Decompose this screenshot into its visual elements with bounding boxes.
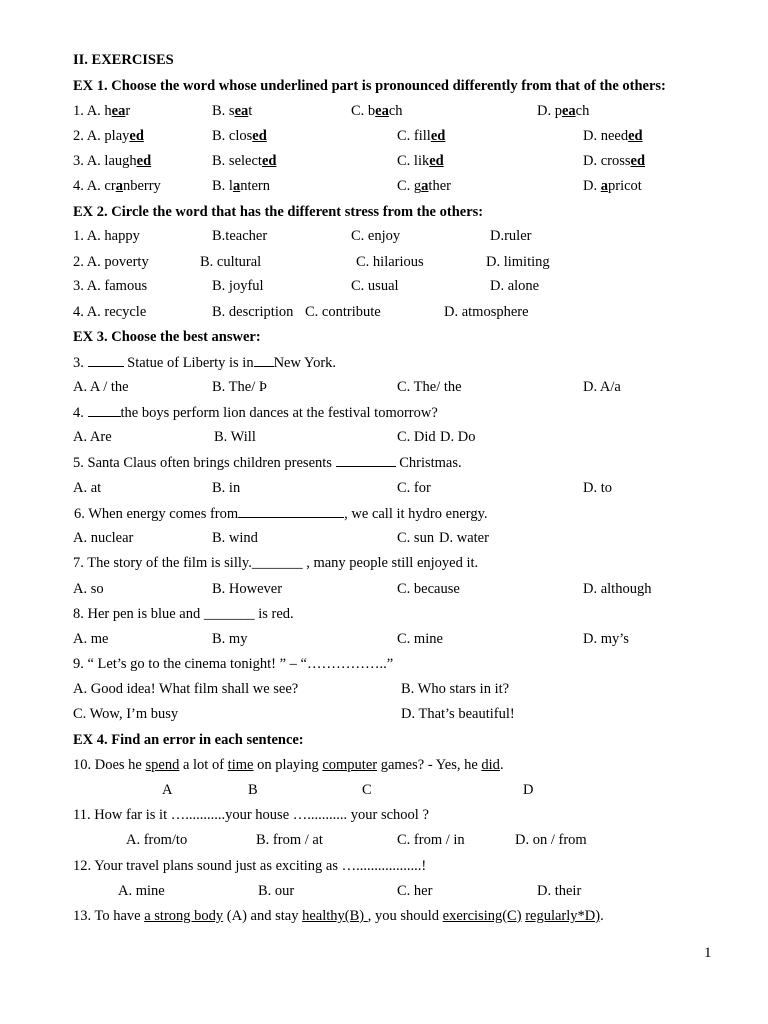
q10-underlined-c: computer: [322, 757, 378, 773]
option-text-suffix: t: [248, 103, 253, 119]
ex2-q1-option-b: B.teacher: [212, 228, 268, 244]
ex1-q1-option-d: [537, 101, 589, 121]
option-text-prefix: 2. A. play: [73, 128, 130, 144]
q3-text-1: Statue of Liberty is in: [123, 355, 254, 371]
option-underlined-part: ed: [129, 128, 144, 144]
q3-number: 3.: [73, 355, 88, 371]
option-text-suffix: ch: [388, 103, 403, 119]
question-9: 9. “ Let’s go to the cinema tonight! ” – “……………..”: [73, 656, 394, 672]
q3-text-2: New York.: [273, 355, 337, 371]
q13-text-3: , you should: [367, 908, 443, 924]
q5-option-c: C. for: [397, 480, 431, 496]
q12-option-c: C. her: [397, 883, 433, 899]
q10-text-5: .: [499, 757, 504, 773]
option-text-prefix: D. p: [537, 103, 562, 119]
q4-option-b: B. Will: [214, 429, 256, 445]
question-13: [73, 906, 604, 926]
q8-option-b: B. my: [212, 631, 248, 647]
option-text-prefix: C. lik: [397, 153, 430, 169]
q9-option-d: D. That’s beautiful!: [401, 706, 515, 722]
option-text-prefix: C. g: [397, 178, 422, 194]
q4-text: the boys perform lion dances at the festival tomorrow?: [120, 405, 438, 421]
q4-blank: [88, 402, 121, 417]
q7-option-c: C. because: [397, 581, 460, 597]
q5-option-a: A. at: [73, 480, 102, 496]
q5-blank: [336, 452, 396, 467]
question-4: [73, 402, 438, 422]
option-text-prefix: 1. A. h: [73, 103, 112, 119]
q9-option-c: C. Wow, I’m busy: [73, 706, 179, 722]
ex2-q3-option-a: 3. A. famous: [73, 278, 148, 294]
q12-option-a: A. mine: [118, 883, 165, 899]
option-text-prefix: D. need: [583, 128, 629, 144]
ex2-q1-option-d: D.ruler: [490, 228, 532, 244]
option-underlined-part: ea: [561, 103, 576, 119]
q4-number: 4.: [73, 405, 88, 421]
option-underlined-part: ed: [261, 153, 277, 169]
q6-blank: [238, 503, 344, 518]
ex1-q3-option-b: [212, 151, 276, 171]
ex2-q4-option-b: B. description: [212, 304, 294, 320]
page-number: 1: [704, 945, 712, 961]
option-underlined-part: ea: [375, 103, 389, 119]
q10-underlined-d: did: [481, 757, 500, 773]
ex2-q2-option-d: D. limiting: [486, 254, 550, 270]
q12-option-b: B. our: [258, 883, 295, 899]
ex1-title: EX 1. Choose the word whose underlined part is pronounced differently from that of the others:: [73, 78, 666, 94]
q11-option-b: B. from / at: [256, 832, 323, 848]
ex2-q1-option-a: 1. A. happy: [73, 228, 140, 244]
q3-option-d: D. A/a: [583, 379, 621, 395]
q10-letter-c: C: [362, 782, 372, 798]
ex1-q2-option-a: [73, 126, 144, 146]
q6-option-b: B. wind: [212, 530, 258, 546]
option-underlined-part: ea: [111, 103, 126, 119]
q13-underlined-a: a strong body: [144, 908, 224, 924]
ex1-q1-option-c: [351, 101, 403, 121]
option-underlined-part: a: [232, 178, 241, 194]
q13-underlined-d: regularly*D): [525, 908, 601, 924]
ex2-q3-option-c: C. usual: [351, 278, 399, 294]
ex2-title: EX 2. Circle the word that has the different stress from the others:: [73, 204, 484, 220]
q3-option-a: A. A / the: [73, 379, 129, 395]
q5-option-d: D. to: [583, 480, 612, 496]
option-text-prefix: B. clos: [212, 128, 253, 144]
q9-option-a: A. Good idea! What film shall we see?: [73, 681, 299, 697]
option-text-suffix: ther: [428, 178, 451, 194]
ex1-q4-option-a: [73, 176, 161, 196]
option-text-prefix: C. fill: [397, 128, 431, 144]
option-underlined-part: ea: [234, 103, 249, 119]
question-12: 12. Your travel plans sound just as exciting as …..................!: [73, 858, 427, 874]
question-6: [74, 503, 488, 523]
q7-option-b: B. However: [212, 581, 283, 597]
ex1-q2-option-d: [583, 126, 643, 146]
ex1-q2-option-c: [397, 126, 445, 146]
q3-option-c: C. The/ the: [397, 379, 462, 395]
q10-text-2: a lot of: [179, 757, 228, 773]
q13-text-1: 13. To have: [73, 908, 145, 924]
q11-option-c: C. from / in: [397, 832, 465, 848]
q11-option-a: A. from/to: [126, 832, 188, 848]
q6-text-2: , we call it hydro energy.: [344, 506, 488, 522]
option-text-suffix: r: [125, 103, 131, 119]
q6-option-a: A. nuclear: [73, 530, 134, 546]
q3-blank-2: [254, 352, 274, 367]
option-underlined-part: a: [115, 178, 123, 194]
option-underlined-part: a: [421, 178, 429, 194]
q10-letter-d: D: [523, 782, 534, 798]
q10-letter-b: B: [248, 782, 258, 798]
option-text-prefix: B. select: [212, 153, 262, 169]
ex1-q2-option-b: [212, 126, 267, 146]
ex3-title: EX 3. Choose the best answer:: [73, 329, 261, 345]
ex2-q1-option-c: C. enjoy: [351, 228, 401, 244]
ex2-q3-option-b: B. joyful: [212, 278, 264, 294]
ex1-q4-option-d: [583, 176, 642, 196]
ex2-q2-option-b: B. cultural: [200, 254, 262, 270]
question-5: [73, 452, 462, 472]
q5-text-2: Christmas.: [395, 455, 462, 471]
option-text-suffix: ch: [575, 103, 590, 119]
q5-text-1: 5. Santa Claus often brings children presents: [73, 455, 336, 471]
option-text-prefix: 4. A. cr: [73, 178, 116, 194]
ex2-q4-option-d: D. atmosphere: [444, 304, 529, 320]
q13-underlined-b: healthy(B): [302, 908, 368, 924]
ex2-q2-option-c: C. hilarious: [356, 254, 424, 270]
ex2-q3-option-d: D. alone: [490, 278, 540, 294]
q13-underlined-c: exercising(C): [442, 908, 522, 924]
ex2-q2-option-a: 2. A. poverty: [73, 254, 149, 270]
q10-underlined-a: spend: [145, 757, 180, 773]
q13-text-2: (A) and stay: [223, 908, 303, 924]
question-11: 11. How far is it …...........your house …........... your school ?: [73, 807, 429, 823]
question-7: 7. The story of the film is silly._______ , many people still enjoyed it.: [73, 555, 479, 571]
question-3: [73, 352, 336, 372]
ex4-title: EX 4. Find an error in each sentence:: [73, 732, 304, 748]
option-underlined-part: ed: [136, 153, 152, 169]
question-10: [73, 755, 504, 775]
q10-text-1: 10. Does he: [73, 757, 146, 773]
q12-option-d: D. their: [537, 883, 582, 899]
q5-option-b: B. in: [212, 480, 241, 496]
q9-option-b: B. Who stars in it?: [401, 681, 510, 697]
ex1-q3-option-a: [73, 151, 151, 171]
option-text-prefix: B. l: [212, 178, 233, 194]
q10-text-4: games? - Yes, he: [377, 757, 482, 773]
option-text-prefix: D. cross: [583, 153, 631, 169]
ex1-q4-option-c: [397, 176, 451, 196]
option-text-prefix: 3. A. laugh: [73, 153, 137, 169]
q10-text-3: on playing: [253, 757, 323, 773]
ex2-q4-option-c: C. contribute: [305, 304, 381, 320]
q4-option-d: D. Do: [440, 429, 476, 445]
q3-option-b: B. The/ Þ: [212, 379, 267, 395]
ex1-q3-option-d: [583, 151, 645, 171]
section-title: II. EXERCISES: [73, 52, 174, 68]
option-text-prefix: D.: [583, 178, 601, 194]
q6-option-d: D. water: [439, 530, 489, 546]
option-underlined-part: a: [600, 178, 608, 194]
q4-option-c: C. Did: [397, 429, 436, 445]
q11-option-d: D. on / from: [515, 832, 587, 848]
ex2-q4-option-a: 4. A. recycle: [73, 304, 147, 320]
q8-option-d: D. my’s: [583, 631, 629, 647]
option-underlined-part: ed: [252, 128, 267, 144]
question-8: 8. Her pen is blue and _______ is red.: [73, 606, 294, 622]
q7-option-d: D. although: [583, 581, 652, 597]
q3-blank-1: [88, 352, 124, 367]
option-text-suffix: pricot: [607, 178, 642, 194]
option-underlined-part: ed: [430, 128, 446, 144]
option-underlined-part: ed: [628, 128, 643, 144]
q6-text-1: 6. When energy comes from: [74, 506, 239, 522]
option-text-prefix: B. s: [212, 103, 235, 119]
ex1-q3-option-c: [397, 151, 444, 171]
q4-option-a: A. Are: [73, 429, 112, 445]
q8-option-c: C. mine: [397, 631, 443, 647]
q10-letter-a: A: [162, 782, 173, 798]
option-text-prefix: C. b: [351, 103, 376, 119]
q7-option-a: A. so: [73, 581, 104, 597]
q10-underlined-b: time: [227, 757, 254, 773]
ex1-q1-option-b: [212, 101, 252, 121]
q6-option-c: C. sun: [397, 530, 435, 546]
ex1-q4-option-b: [212, 176, 270, 196]
option-text-suffix: ntern: [240, 178, 270, 194]
option-underlined-part: ed: [429, 153, 444, 169]
option-underlined-part: ed: [630, 153, 646, 169]
q8-option-a: A. me: [73, 631, 109, 647]
q13-text-5: .: [600, 908, 604, 924]
option-text-suffix: nberry: [122, 178, 161, 194]
ex1-q1-option-a: [73, 101, 130, 121]
